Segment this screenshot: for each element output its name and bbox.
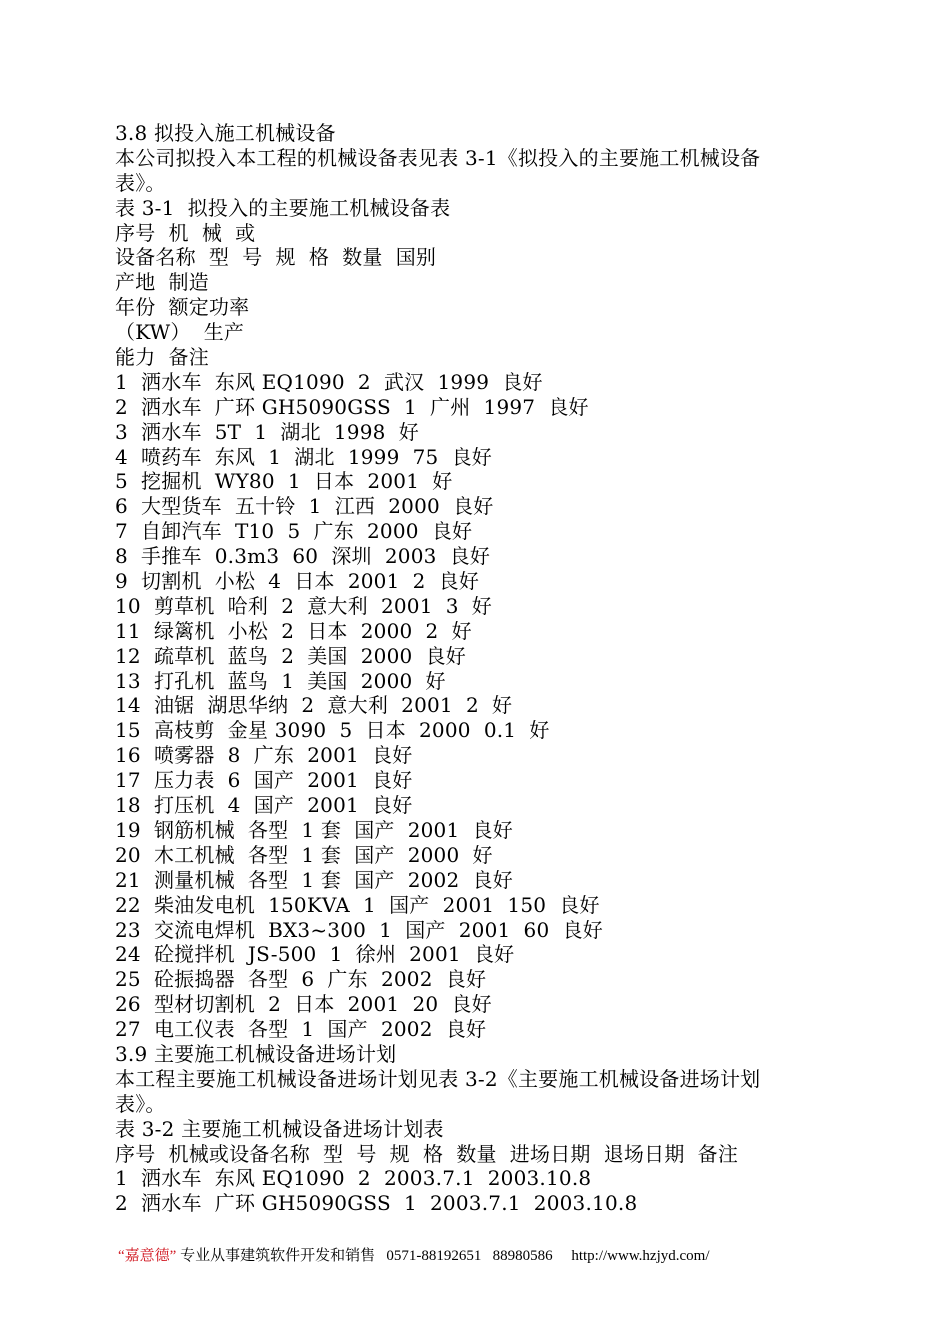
text-line: 18 打压机 4 国产 2001 良好 (115, 793, 413, 818)
text-line: 14 油锯 湖思华纳 2 意大利 2001 2 好 (115, 693, 513, 718)
text-line: 1 洒水车 东风 EQ1090 2 武汉 1999 良好 (115, 369, 543, 394)
text-line: 7 自卸汽车 T10 5 广东 2000 良好 (115, 519, 473, 544)
text-line: 15 高枝剪 金星 3090 5 日本 2000 0.1 好 (115, 718, 550, 743)
text-line: 设备名称 型 号 规 格 数量 国别 (115, 245, 437, 270)
text-line: 2 洒水车 广环 GH5090GSS 1 广州 1997 良好 (115, 394, 589, 419)
text-line: 8 手推车 0.3m3 60 深圳 2003 良好 (115, 544, 491, 569)
text-line: 6 大型货车 五十铃 1 江西 2000 良好 (115, 494, 494, 519)
text-line: 10 剪草机 哈利 2 意大利 2001 3 好 (115, 593, 493, 618)
text-line: 表》。 (115, 170, 166, 195)
text-line: 1 洒水车 东风 EQ1090 2 2003.7.1 2003.10.8 (115, 1166, 592, 1191)
text-line: 24 砼搅拌机 JS-500 1 徐州 2001 良好 (115, 942, 515, 967)
text-line: 能力 备注 (115, 345, 209, 370)
footer-tagline: 专业从事建筑软件开发和销售 0571-88192651 88980586 http://www.hzjyd.com/ (176, 1248, 710, 1264)
text-line: 序号 机械或设备名称 型 号 规 格 数量 进场日期 退场日期 备注 (115, 1141, 739, 1166)
text-line: 16 喷雾器 8 广东 2001 良好 (115, 743, 413, 768)
text-line: 表》。 (115, 1091, 166, 1116)
text-line: 2 洒水车 广环 GH5090GSS 1 2003.7.1 2003.10.8 (115, 1191, 638, 1216)
text-line: 序号 机 械 或 (115, 220, 256, 245)
text-line: （KW） 生产 (115, 320, 245, 345)
text-line: 23 交流电焊机 BX3~300 1 国产 2001 60 良好 (115, 917, 603, 942)
text-line: 5 挖掘机 WY80 1 日本 2001 好 (115, 469, 453, 494)
text-line: 3.9 主要施工机械设备进场计划 (115, 1041, 397, 1066)
text-line: 20 木工机械 各型 1 套 国产 2000 好 (115, 842, 493, 867)
page-footer (118, 1244, 710, 1265)
text-line: 27 电工仪表 各型 1 国产 2002 良好 (115, 1017, 487, 1042)
text-line: 表 3-2 主要施工机械设备进场计划表 (115, 1116, 444, 1141)
text-line: 26 型材切割机 2 日本 2001 20 良好 (115, 992, 492, 1017)
text-line: 9 切割机 小松 4 日本 2001 2 良好 (115, 569, 480, 594)
footer-brand: “嘉意德” (118, 1248, 177, 1264)
text-line: 本公司拟投入本工程的机械设备表见表 3-1《拟投入的主要施工机械设备 (115, 145, 761, 170)
text-line: 13 打孔机 蓝鸟 1 美国 2000 好 (115, 668, 446, 693)
text-line: 22 柴油发电机 150KVA 1 国产 2001 150 良好 (115, 892, 600, 917)
text-line: 4 喷药车 东风 1 湖北 1999 75 良好 (115, 444, 493, 469)
text-line: 25 砼振捣器 各型 6 广东 2002 良好 (115, 967, 487, 992)
text-line: 11 绿篱机 小松 2 日本 2000 2 好 (115, 618, 472, 643)
text-line: 年份 额定功率 (115, 295, 250, 320)
text-line: 3.8 拟投入施工机械设备 (115, 121, 336, 145)
text-line: 21 测量机械 各型 1 套 国产 2002 良好 (115, 867, 513, 892)
text-line: 表 3-1 拟投入的主要施工机械设备表 (115, 195, 451, 220)
text-line: 12 疏草机 蓝鸟 2 美国 2000 良好 (115, 643, 466, 668)
text-line: 17 压力表 6 国产 2001 良好 (115, 768, 413, 793)
text-line: 19 钢筋机械 各型 1 套 国产 2001 良好 (115, 817, 513, 842)
text-line: 本工程主要施工机械设备进场计划见表 3-2《主要施工机械设备进场计划 (115, 1066, 761, 1091)
document-body (115, 121, 875, 1216)
text-line: 产地 制造 (115, 270, 209, 295)
text-line: 3 洒水车 5T 1 湖北 1998 好 (115, 419, 419, 444)
